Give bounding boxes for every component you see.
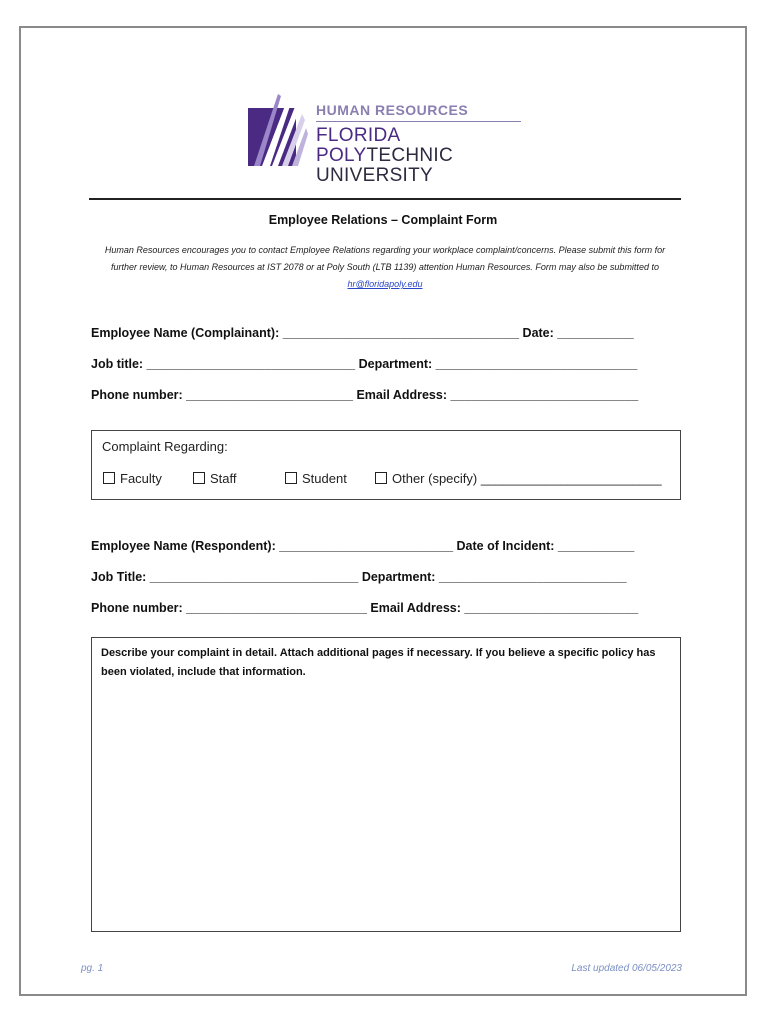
form-title: Employee Relations – Complaint Form <box>268 213 498 227</box>
form-page <box>19 26 747 996</box>
intro-text: Human Resources encourages you to contact Employee Relations regarding your workplace complaint/concerns. Please submit this form for further review, to Human Resources at IST 2078 or at Poly South (LTB 1139) attention Human Resources. Form may also be submitted to <box>104 245 666 272</box>
complainant-phone-email-field[interactable]: Phone number: ________________________ Email Address: ___________________________ <box>91 388 639 402</box>
staff-label: Staff <box>210 471 237 486</box>
student-option[interactable] <box>285 471 347 486</box>
logo-emblem-icon <box>248 94 308 170</box>
page-number: pg. 1 <box>81 963 104 974</box>
respondent-phone-email-field[interactable]: Phone number: __________________________ Email Address: _________________________ <box>91 601 639 615</box>
intro-paragraph <box>91 242 679 293</box>
logo-department: HUMAN RESOURCES <box>316 102 469 118</box>
hr-email-link[interactable]: hr@floridapoly.edu <box>347 279 423 289</box>
faculty-checkbox[interactable] <box>103 472 115 484</box>
student-label: Student <box>302 471 347 486</box>
complaint-regarding-label: Complaint Regarding: <box>102 439 228 454</box>
logo-name-part1: FLORIDA POLY <box>316 125 400 166</box>
staff-option[interactable] <box>193 471 237 486</box>
complaint-description-box[interactable] <box>91 637 681 932</box>
complaint-regarding-box <box>91 430 681 500</box>
complainant-job-department-field[interactable]: Job title: ______________________________ Department: _____________________________ <box>91 357 638 371</box>
university-logo <box>248 94 538 186</box>
logo-name-line2: UNIVERSITY <box>316 165 434 186</box>
staff-checkbox[interactable] <box>193 472 205 484</box>
header-divider <box>89 198 681 200</box>
faculty-label: Faculty <box>120 471 162 486</box>
respondent-name-date-field[interactable]: Employee Name (Respondent): _________________________ Date of Incident: ___________ <box>91 539 635 553</box>
logo-rule <box>316 121 521 122</box>
other-label: Other (specify) _________________________ <box>392 471 662 486</box>
description-prompt: Describe your complaint in detail. Attach additional pages if necessary. If you believe a specific policy has been violated, include that information. <box>101 647 656 678</box>
other-option[interactable] <box>375 471 662 486</box>
student-checkbox[interactable] <box>285 472 297 484</box>
other-checkbox[interactable] <box>375 472 387 484</box>
logo-university-name <box>316 126 538 186</box>
complainant-name-date-field[interactable]: Employee Name (Complainant): __________________________________ Date: ___________ <box>91 326 634 340</box>
faculty-option[interactable] <box>103 471 162 486</box>
last-updated: Last updated 06/05/2023 <box>571 963 682 974</box>
logo-wordmark <box>316 102 538 186</box>
logo-name-part2: TECHNIC <box>366 145 454 166</box>
respondent-job-department-field[interactable]: Job Title: ______________________________ Department: ___________________________ <box>91 570 627 584</box>
